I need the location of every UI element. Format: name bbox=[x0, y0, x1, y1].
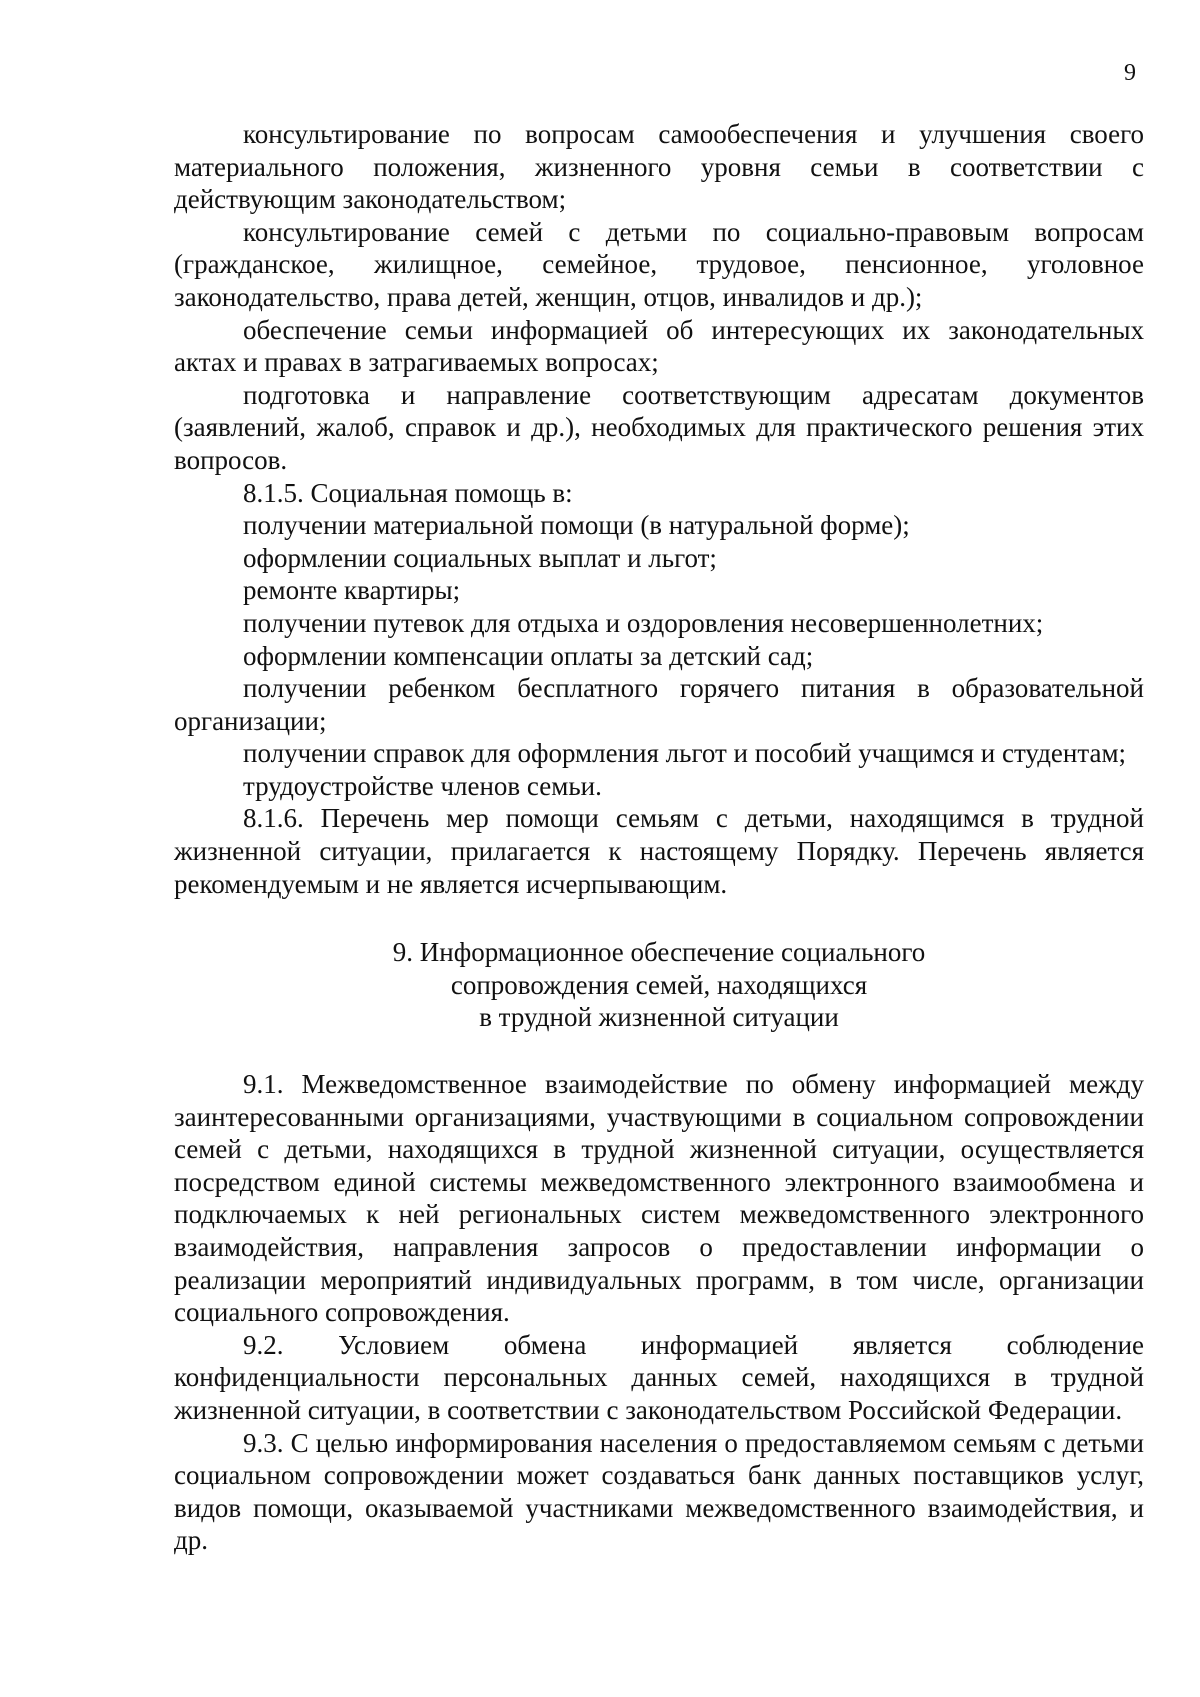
paragraph-9-3: 9.3. С целью информирования населения о предоставляемом семьям с детьми социальном сопровождении может создаваться банк данных поставщиков услуг, видов помощи, оказываемой участниками межведомственного взаимодействия, и др. bbox=[174, 1427, 1144, 1556]
section-heading-line: 9. Информационное обеспечение социального bbox=[392, 937, 926, 968]
list-item-employment: трудоустройстве членов семьи. bbox=[243, 770, 602, 801]
section-heading-line: в трудной жизненной ситуации bbox=[479, 1002, 839, 1033]
paragraph-information-provision: обеспечение семьи информацией об интересующих их законодательных актах и правах в затрагиваемых вопросах; bbox=[174, 314, 1144, 378]
list-item-kindergarten-compensation: оформлении компенсации оплаты за детский сад; bbox=[243, 640, 814, 671]
list-item-vouchers: получении путевок для отдыха и оздоровления несовершеннолетних; bbox=[243, 607, 1044, 638]
paragraph-8-1-6: 8.1.6. Перечень мер помощи семьям с детьми, находящимся в трудной жизненной ситуации, прилагается к настоящему Порядку. Перечень является рекомендуемым и не является исчерпывающим. bbox=[174, 803, 1144, 899]
section-heading-line: сопровождения семей, находящихся bbox=[450, 969, 868, 1000]
list-item-certificates: получении справок для оформления льгот и пособий учащимся и студентам; bbox=[243, 738, 1127, 769]
paragraph-document-preparation: подготовка и направление соответствующим адресатам документов (заявлений, жалоб, справок и др.), необходимых для практического решения этих вопросов. bbox=[174, 379, 1144, 475]
list-item-apartment-repair: ремонте квартиры; bbox=[243, 575, 461, 606]
paragraph-8-1-5: 8.1.5. Социальная помощь в: bbox=[243, 477, 573, 508]
section-heading bbox=[174, 936, 1144, 1034]
list-item-free-meals: получении ребенком бесплатного горячего питания в образовательной организации; bbox=[174, 673, 1144, 736]
document-body bbox=[174, 118, 1144, 1557]
list-item-social-payments: оформлении социальных выплат и льгот; bbox=[243, 542, 717, 573]
page-number: 9 bbox=[1124, 60, 1136, 86]
paragraph-9-1: 9.1. Межведомственное взаимодействие по обмену информацией между заинтересованными организациями, участвующими в социальном сопровождении семей с детьми, находящихся в трудной жизненной ситуации, осуществляется посредством единой системы межведомственного электронного взаимообмена и подключаемых к ней региональных систем межведомственного электронного взаимодействия, направления запросов о предоставлении информации о реализации мероприятий индивидуальных программ, в том числе, организации социального сопровождения. bbox=[174, 1069, 1144, 1328]
paragraph-consulting-self-support: консультирование по вопросам самообеспечения и улучшения своего материального положения, жизненного уровня семьи в соответствии с действующим законодательством; bbox=[174, 119, 1144, 215]
paragraph-9-2: 9.2. Условием обмена информацией является соблюдение конфиденциальности персональных данных семей, находящихся в трудной жизненной ситуации, в соответствии с законодательством Российской Федерации. bbox=[174, 1329, 1144, 1425]
list-item-material-aid: получении материальной помощи (в натуральной форме); bbox=[243, 510, 910, 541]
paragraph-consulting-legal: консультирование семей с детьми по социально-правовым вопросам (гражданское, жилищное, семейное, трудовое, пенсионное, уголовное законодательство, права детей, женщин, отцов, инвалидов и др.); bbox=[174, 216, 1144, 312]
